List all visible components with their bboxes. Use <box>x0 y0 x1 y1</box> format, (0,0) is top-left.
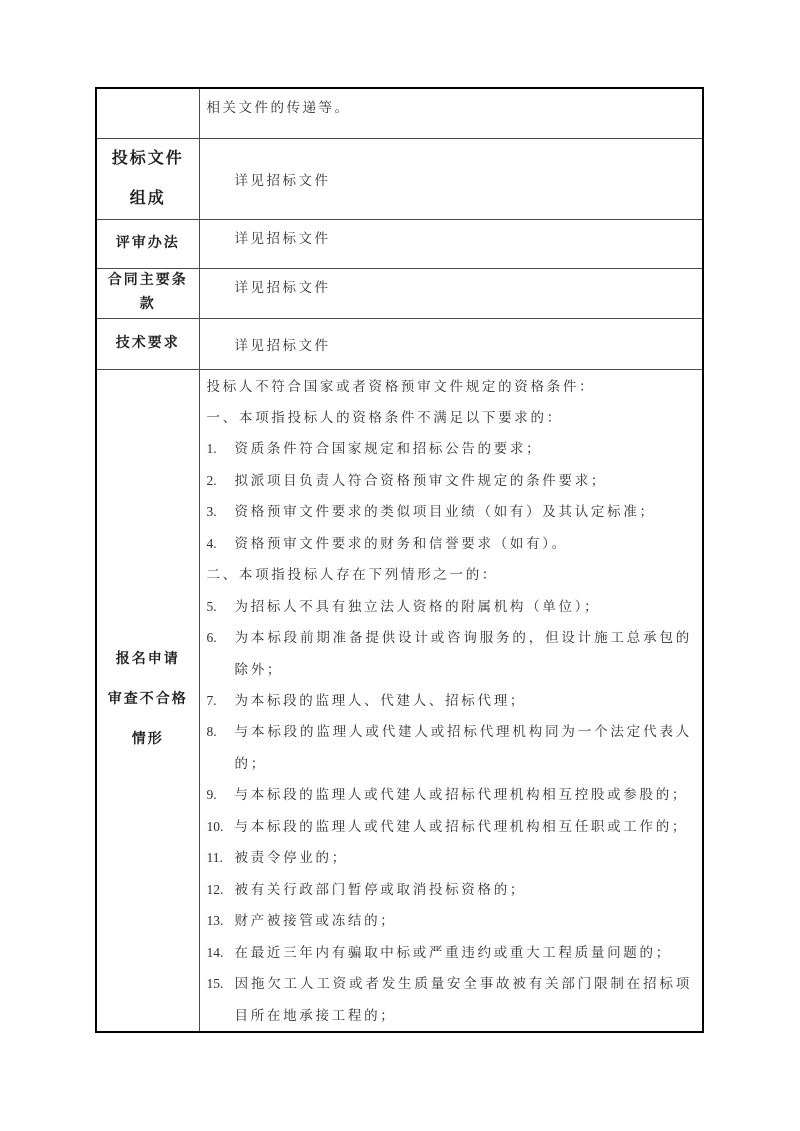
cell-text: 详见招标文件 <box>234 337 331 353</box>
item-number: 3. <box>206 504 217 520</box>
row-content-related-files <box>199 88 703 138</box>
row-label-empty <box>96 88 199 138</box>
item-text: 在最近三年内有骗取中标或严重违约或重大工程质量问题的； <box>234 944 672 960</box>
row-label-disqualification-situations <box>96 369 199 1032</box>
qual-item <box>207 528 693 559</box>
qual-item <box>207 433 693 464</box>
qual-item <box>207 685 693 716</box>
item-number: 14. <box>206 944 224 960</box>
label-line: 审查不合格 <box>107 692 188 708</box>
qual-item <box>207 811 693 842</box>
item-text: 拟派项目负责人符合资格预审文件规定的条件要求； <box>234 472 608 488</box>
paragraph-text: 二、本项指投标人存在下列情形之一的： <box>206 567 499 583</box>
table-row-review-method <box>96 219 703 268</box>
row-content-see-tender-doc <box>199 138 703 219</box>
qual-item <box>207 716 693 779</box>
qual-item <box>207 622 693 685</box>
cell-text: 相关文件的传递等。 <box>206 100 351 115</box>
qual-intro <box>207 371 693 402</box>
label-line: 情形 <box>131 732 164 748</box>
disqualification-content-cell <box>199 369 703 1032</box>
row-content-see-tender-doc <box>199 268 703 318</box>
item-text: 被责令停业的； <box>234 850 348 866</box>
paragraph-text: 一、本项指投标人的资格条件不满足以下要求的： <box>206 409 563 425</box>
qual-section-heading <box>207 402 693 433</box>
qual-item <box>207 779 693 810</box>
table-row-technical-requirements <box>96 318 703 369</box>
table-row-continuation <box>96 88 703 138</box>
cell-text: 详见招标文件 <box>234 279 331 295</box>
item-number: 8. <box>206 724 217 740</box>
item-text: 资格预审文件要求的类似项目业绩（如有）及其认定标准； <box>234 504 656 520</box>
label-line: 投标文件 <box>111 149 184 167</box>
label-line: 合同主要条 <box>107 273 188 288</box>
item-text: 与本标段的监理人或代建人或招标代理机构同为一个法定代表人的； <box>234 724 692 771</box>
table-row-bid-document-composition <box>96 138 703 219</box>
qual-section-heading <box>207 559 693 590</box>
tender-info-table <box>95 87 704 1033</box>
row-label-technical-requirements <box>96 318 199 369</box>
item-text: 为本标段的监理人、代建人、招标代理； <box>234 693 527 709</box>
item-number: 11. <box>206 850 223 866</box>
item-number: 5. <box>206 598 217 614</box>
item-number: 10. <box>206 818 224 834</box>
label-line: 评审办法 <box>115 235 180 251</box>
qual-item <box>207 496 693 527</box>
label-line: 报名申请 <box>115 652 180 668</box>
qual-item <box>207 937 693 968</box>
table-row-disqualification-situations <box>96 369 703 1032</box>
item-text: 与本标段的监理人或代建人或招标代理机构相互任职或工作的； <box>234 818 689 834</box>
row-content-see-tender-doc <box>199 318 703 369</box>
item-number: 6. <box>206 630 217 646</box>
row-content-see-tender-doc <box>199 219 703 268</box>
label-line: 款 <box>139 297 156 312</box>
item-number: 12. <box>206 881 224 897</box>
qual-item <box>207 874 693 905</box>
qual-item <box>207 591 693 622</box>
qual-item <box>207 905 693 936</box>
row-label-review-method <box>96 219 199 268</box>
qual-item <box>207 465 693 496</box>
item-text: 财产被接管或冻结的； <box>234 913 397 929</box>
item-number: 7. <box>206 693 217 709</box>
item-number: 2. <box>206 472 217 488</box>
item-text: 被有关行政部门暂停或取消投标资格的； <box>234 881 527 897</box>
item-number: 1. <box>206 441 217 457</box>
cell-text: 详见招标文件 <box>234 172 331 188</box>
item-number: 9. <box>206 787 217 803</box>
paragraph-text: 投标人不符合国家或者资格预审文件规定的资格条件： <box>206 378 596 394</box>
item-number: 4. <box>206 535 217 551</box>
cell-text: 详见招标文件 <box>234 230 331 246</box>
item-text: 因拖欠工人工资或者发生质量安全事故被有关部门限制在招标项目所在地承接工程的； <box>234 976 692 1023</box>
item-number: 15. <box>206 976 224 992</box>
table-row-main-contract-terms <box>96 268 703 318</box>
label-line: 组成 <box>129 189 166 207</box>
item-text: 为本标段前期准备提供设计或咨询服务的，但设计施工总承包的除外； <box>234 630 692 677</box>
label-line: 技术要求 <box>115 335 180 351</box>
item-text: 资格预审文件要求的财务和信誉要求（如有）。 <box>234 535 568 551</box>
item-text: 资质条件符合国家规定和招标公告的要求； <box>234 441 543 457</box>
qual-item <box>207 842 693 873</box>
row-label-bid-document-composition <box>96 138 199 219</box>
item-text: 与本标段的监理人或代建人或招标代理机构相互控股或参股的； <box>234 787 689 803</box>
row-label-main-contract-terms <box>96 268 199 318</box>
item-number: 13. <box>206 913 224 929</box>
qual-item <box>207 968 693 1031</box>
item-text: 为招标人不具有独立法人资格的附属机构（单位）； <box>234 598 601 614</box>
